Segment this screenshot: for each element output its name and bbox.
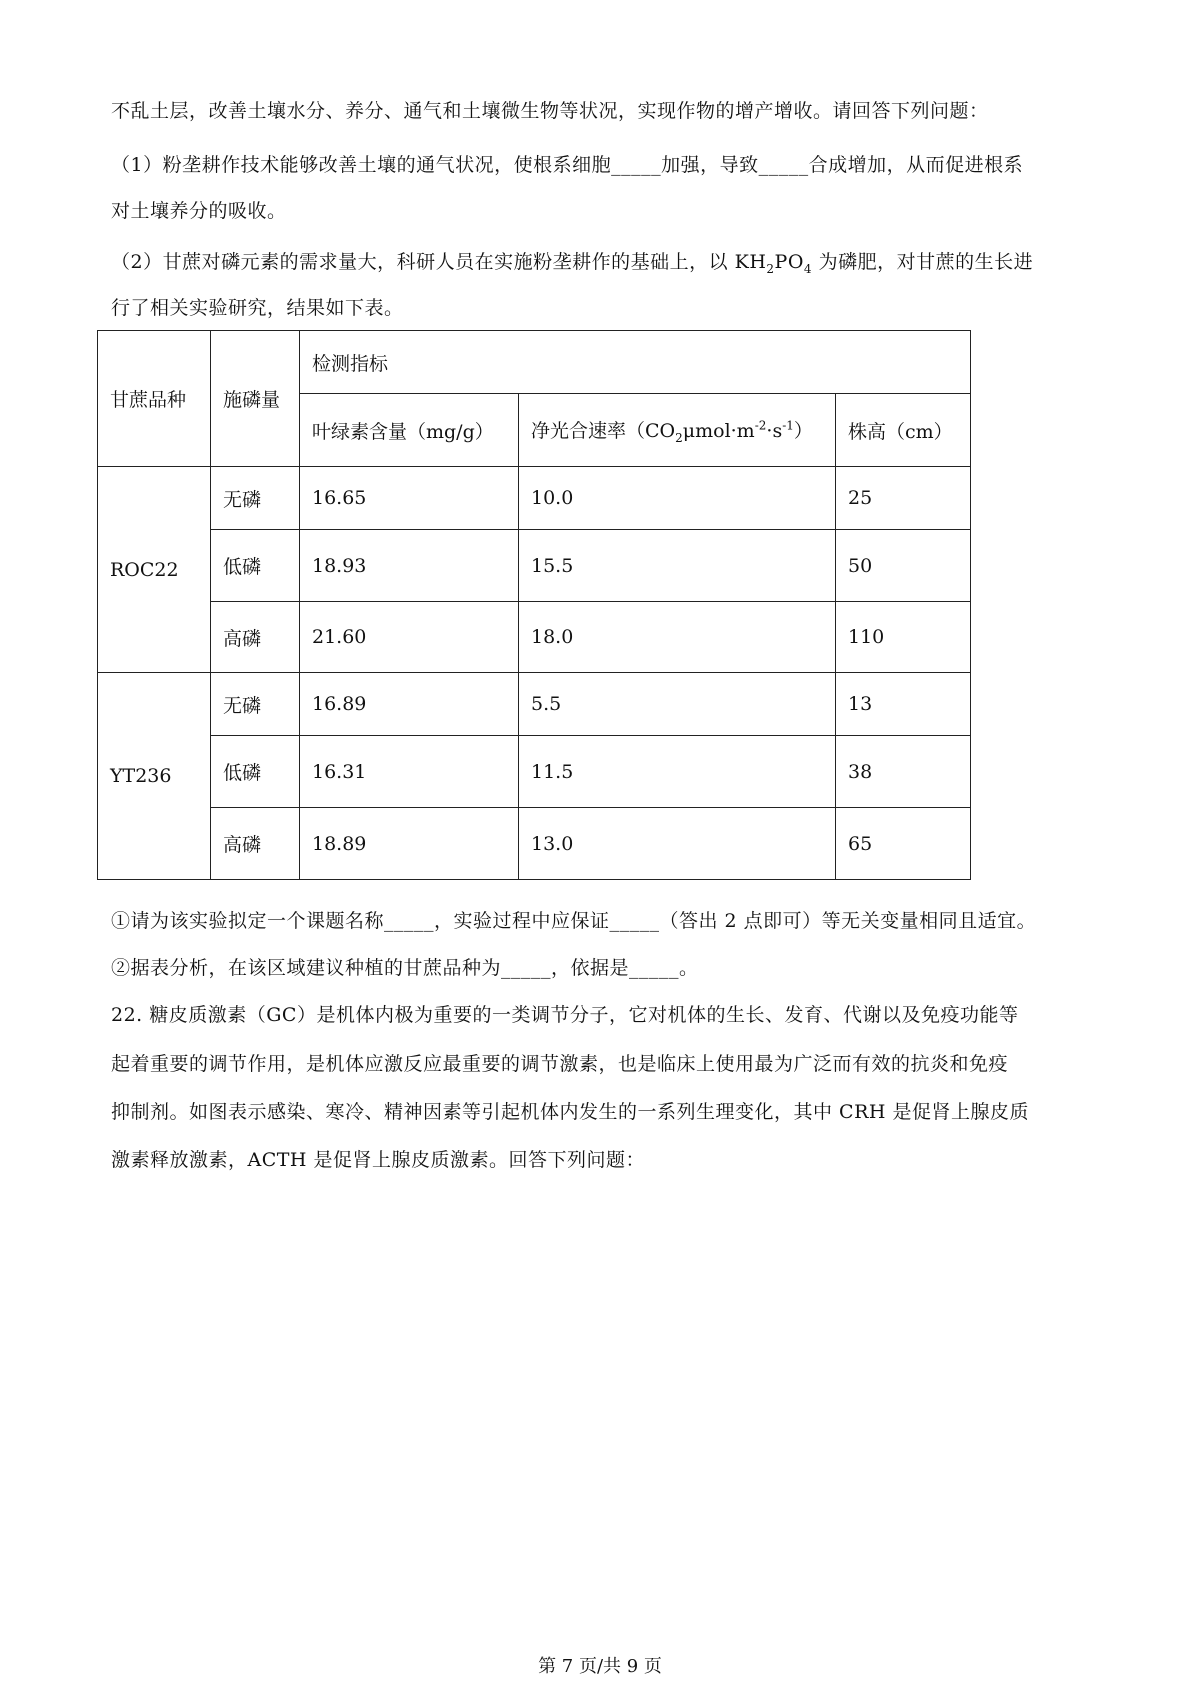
results-table	[97, 330, 971, 880]
phosphorus-cell: 高磷	[211, 602, 300, 673]
rate-cell: 18.0	[519, 602, 836, 673]
table-header-row	[98, 331, 971, 394]
sub-question-2: ②据表分析，在该区域建议种植的甘蔗品种为_____，依据是_____。	[111, 957, 699, 979]
phosphorus-cell: 低磷	[211, 530, 300, 602]
chlorophyll-cell: 16.89	[300, 673, 519, 736]
question-2-line-cont: 行了相关实验研究，结果如下表。	[111, 297, 404, 319]
height-cell: 25	[836, 467, 971, 530]
chlorophyll-cell: 18.89	[300, 808, 519, 880]
problem-22-line-2: 起着重要的调节作用，是机体应激反应最重要的调节激素，也是临床上使用最为广泛而有效的抗炎和免疫	[111, 1053, 1009, 1075]
variety-cell: ROC22	[98, 467, 211, 673]
chlorophyll-cell: 16.65	[300, 467, 519, 530]
phosphorus-cell: 无磷	[211, 673, 300, 736]
rate-cell: 10.0	[519, 467, 836, 530]
chlorophyll-cell: 16.31	[300, 736, 519, 808]
table-row	[98, 530, 971, 602]
question-1-line: （1）粉垄耕作技术能够改善土壤的通气状况，使根系细胞_____加强，导致_____合成增加，从而促进根系	[111, 154, 1024, 176]
header-photosynthesis-rate: 净光合速率$(CO_2\mu mol\cdot m^{-2}\cdot s^{-1})$	[519, 394, 836, 467]
problem-22-line-3: 抑制剂。如图表示感染、寒冷、精神因素等引起机体内发生的一系列生理变化，其中 CRH 是促肾上腺皮质	[111, 1101, 1029, 1123]
table-row	[98, 467, 971, 530]
rate-cell: 13.0	[519, 808, 836, 880]
intro-line-1: 不乱土层，改善土壤水分、养分、通气和土壤微生物等状况，实现作物的增产增收。请回答下列问题：	[111, 100, 989, 122]
height-cell: 13	[836, 673, 971, 736]
table-row	[98, 808, 971, 880]
height-cell: 110	[836, 602, 971, 673]
variety-cell: YT236	[98, 673, 211, 880]
rate-cell: 15.5	[519, 530, 836, 602]
chlorophyll-cell: 21.60	[300, 602, 519, 673]
phosphorus-cell: 无磷	[211, 467, 300, 530]
header-variety: 甘蔗品种	[98, 331, 211, 467]
table-row	[98, 673, 971, 736]
sub-question-1: ①请为该实验拟定一个课题名称_____，实验过程中应保证_____（答出 2 点即可）等无关变量相同且适宜。	[111, 910, 1037, 932]
header-chlorophyll: 叶绿素含量（mg/g）	[300, 394, 519, 467]
header-phosphorus: 施磷量	[211, 331, 300, 467]
table-row	[98, 736, 971, 808]
header-height: 株高（cm）	[836, 394, 971, 467]
phosphorus-cell: 低磷	[211, 736, 300, 808]
chlorophyll-cell: 18.93	[300, 530, 519, 602]
table-row	[98, 602, 971, 673]
problem-22-line-1: 22. 糖皮质激素（GC）是机体内极为重要的一类调节分子，它对机体的生长、发育、代谢以及免疫功能等	[111, 1004, 1019, 1026]
phosphorus-cell: 高磷	[211, 808, 300, 880]
height-cell: 65	[836, 808, 971, 880]
height-cell: 50	[836, 530, 971, 602]
question-2-line: （2）甘蔗对磷元素的需求量大，科研人员在实施粉垄耕作的基础上，以 $KH_2PO_4$ 为磷肥，对甘蔗的生长进	[111, 251, 1034, 276]
header-indicator: 检测指标	[300, 331, 971, 394]
rate-cell: 11.5	[519, 736, 836, 808]
question-1-line-cont: 对土壤养分的吸收。	[111, 200, 287, 222]
problem-22-line-4: 激素释放激素，ACTH 是促肾上腺皮质激素。回答下列问题：	[111, 1149, 646, 1171]
rate-cell: 5.5	[519, 673, 836, 736]
height-cell: 38	[836, 736, 971, 808]
page-number-footer: 第 7 页/共 9 页	[538, 1656, 662, 1677]
